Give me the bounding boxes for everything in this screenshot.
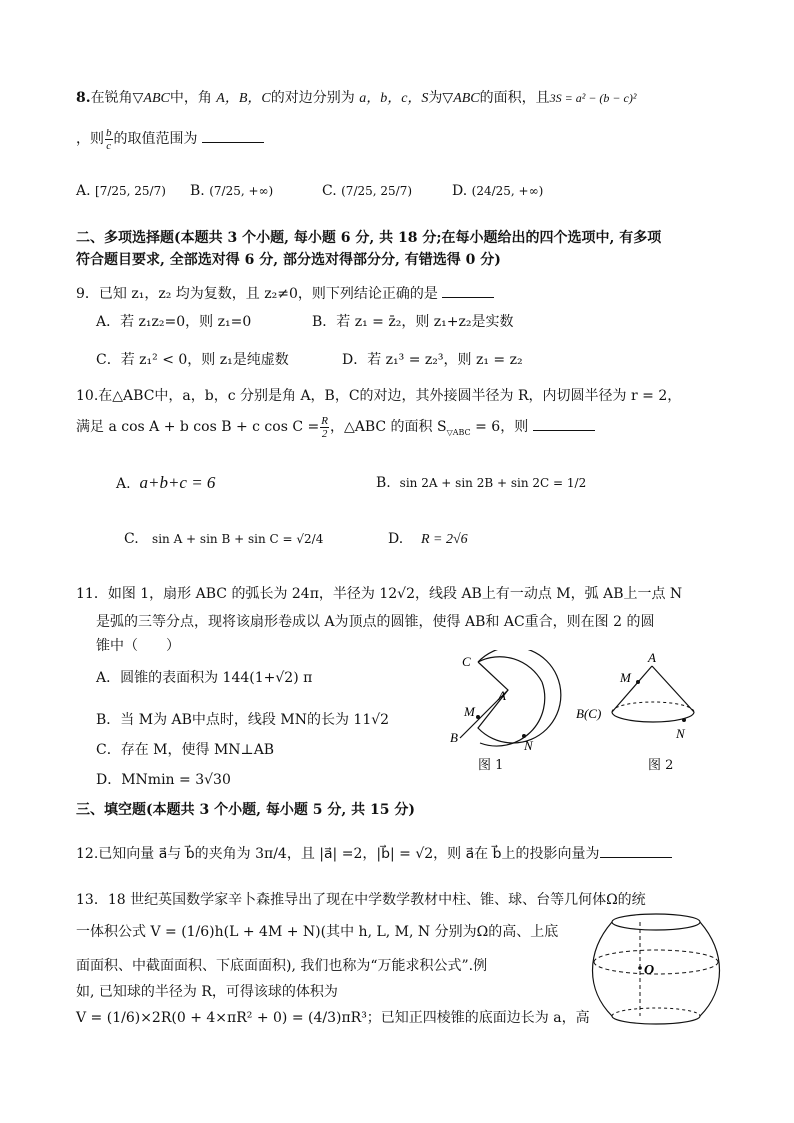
q11-option-b[interactable]: B．当 M为 AB中点时，线段 MN的长为 11√2	[96, 712, 390, 728]
q8-option-b[interactable]: B. (7/25, +∞)	[190, 183, 274, 199]
q9-option-b[interactable]: B．若 z₁ = z̄₂，则 z₁+z₂是实数	[312, 314, 514, 330]
q13-stem: 13．18 世纪英国数学家辛卜森推导出了现在中学数学教材中柱、锥、球、台等几何体Ω的统	[76, 892, 646, 908]
figure-1-sector	[440, 650, 570, 780]
q8-option-d[interactable]: D. (24/25, +∞)	[452, 183, 544, 199]
q8-option-c[interactable]: C. (7/25, 25/7)	[322, 183, 413, 199]
fig2-label-n: N	[676, 726, 685, 741]
q11-stem-line3: 锥中（ ）	[96, 638, 180, 654]
q8-option-a[interactable]: A. [7/25, 25/7)	[76, 183, 166, 199]
section3-heading: 三、填空题(本题共 3 个小题, 每小题 5 分, 共 15 分)	[76, 802, 415, 818]
fig1-label-b: B	[450, 730, 458, 745]
section2-heading-line2: 符合题目要求, 全部选对得 6 分, 部分选对得部分分, 有错选得 0 分)	[76, 252, 501, 268]
section2-heading: 二、多项选择题(本题共 3 个小题, 每小题 6 分, 共 18 分;在每小题给出的四个选项中, 有多项	[76, 230, 662, 246]
answer-blank[interactable]	[202, 130, 264, 143]
q11-stem-line2: 是弧的三等分点，现将该扇形卷成以 A为顶点的圆锥，使得 AB和 AC重合，则在图 2 的圆	[96, 614, 655, 630]
fig1-label-c: C	[462, 654, 471, 669]
q8-stem: 8.在锐角▽ABC中，角 A，B，C的对边分别为 a，b，c，S为▽ABC的面积，且3S = a² − (b − c)²	[76, 90, 637, 106]
fig1-label-n: N	[524, 738, 533, 753]
q10-option-c[interactable]: C. sin A + sin B + sin C = √2/4	[124, 531, 324, 547]
q9-stem: 9．已知 z₁，z₂ 均为复数，且 z₂≠0，则下列结论正确的是	[76, 284, 494, 304]
answer-blank[interactable]	[442, 285, 494, 298]
q11-option-d[interactable]: D．MNmin = 3√30	[96, 772, 231, 788]
q13-stem-line3: 面面积、中截面面积、下底面面积), 我们也称为“万能求积公式”.例	[76, 958, 488, 974]
figure-2-caption: 图 2	[648, 758, 674, 773]
q11-option-c[interactable]: C．存在 M，使得 MN⊥AB	[96, 742, 275, 758]
q10-stem-line2: 满足 a cos A + b cos B + c cos C = $\frac{R}{2}$ ，△ABC 的面积 $S_{▽ABC} = 6$，则	[76, 410, 595, 450]
fig1-label-a: A	[498, 688, 506, 703]
q11-option-a[interactable]: A．圆锥的表面积为 144(1+√2) π	[96, 670, 313, 686]
fig2-label-m: M	[620, 670, 631, 685]
figure-1-caption: 图 1	[478, 758, 504, 773]
q13-stem-line2: 一体积公式 V = (1/6)h(L + 4M + N)(其中 h, L, M, N 分别为Ω的高、上底	[76, 924, 559, 940]
q10-option-a[interactable]: A. a+b+c = 6	[116, 473, 216, 492]
fig2-label-a: A	[648, 652, 656, 665]
q9-option-a[interactable]: A．若 z₁z₂=0，则 z₁=0	[96, 314, 252, 330]
q8-fraction: $\frac{b}{c}$	[106, 126, 112, 152]
q10-fraction: $\frac{R}{2}$	[321, 414, 328, 440]
answer-blank[interactable]	[600, 845, 672, 858]
q10-option-d[interactable]: D. R = 2√6	[388, 531, 468, 547]
q12-stem: 12.已知向量 a⃗与 b⃗的夹角为 3π/4，且 |a⃗| =2，|b⃗| = √2，则 a⃗在 b⃗上的投影向量为	[76, 842, 672, 866]
answer-blank[interactable]	[533, 418, 595, 431]
q8-stem-line2: ，则 $\frac{b}{c}$ 的取值范围为	[76, 124, 264, 154]
q11-stem: 11．如图 1，扇形 ABC 的弧长为 24π，半径为 12√2，线段 AB上有一动点 M，弧 AB上一点 N	[76, 586, 683, 602]
q10-option-b[interactable]: B. sin 2A + sin 2B + sin 2C = 1/2	[376, 475, 587, 491]
fig1-label-m: M	[464, 704, 475, 719]
q10-stem: 10.在△ABC中，a，b，c 分别是角 A，B，C的对边，其外接圆半径为 R，内切圆半径为 r = 2，	[76, 388, 682, 404]
q13-stem-line5: V = (1/6)×2R(0 + 4×πR² + 0) = (4/3)πR³；已知正四棱锥的底面边长为 a，高	[76, 1010, 590, 1026]
q9-option-c[interactable]: C．若 z₁² < 0，则 z₁是纯虚数	[96, 352, 289, 368]
q13-stem-line4: 如, 已知球的半径为 R，可得该球的体积为	[76, 984, 338, 1000]
figure-2-cone	[572, 652, 722, 752]
sphere-figure	[586, 908, 726, 1030]
sphere-label-o: O	[644, 963, 655, 978]
q9-option-d[interactable]: D．若 z₁³ = z₂³，则 z₁ = z₂	[342, 352, 523, 368]
fig2-label-bc: B(C)	[576, 706, 602, 721]
